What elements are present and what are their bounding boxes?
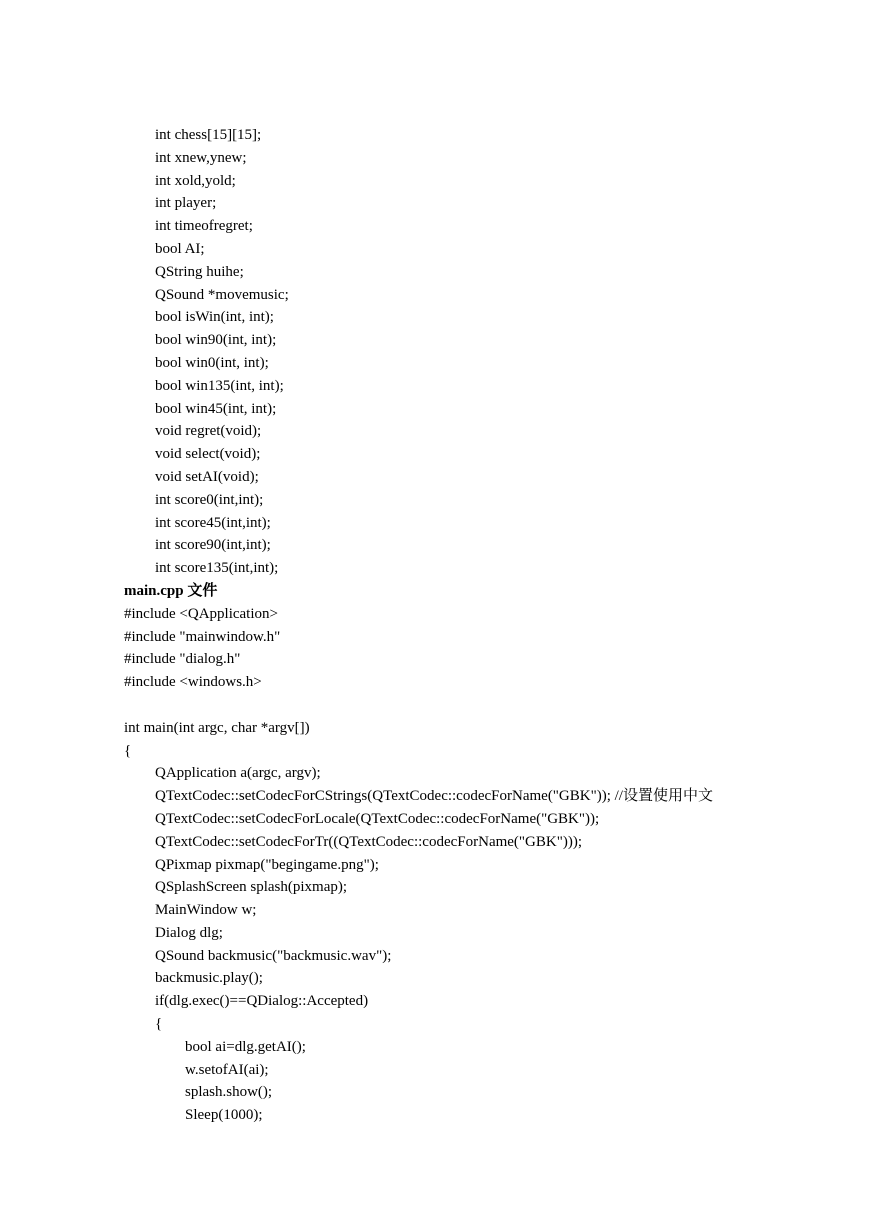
code-line: Dialog dlg; — [155, 924, 223, 941]
code-line: void select(void); — [155, 446, 261, 463]
code-line: QSound backmusic("backmusic.wav"); — [155, 947, 392, 964]
code-line: QApplication a(argc, argv); — [155, 765, 321, 782]
code-line: int chess[15][15]; — [155, 127, 262, 143]
code-line: QSplashScreen splash(pixmap); — [155, 879, 348, 896]
code-line: w.setofAI(ai); — [185, 1061, 269, 1078]
blank-line — [124, 694, 844, 717]
code-line: #include "mainwindow.h" — [124, 628, 281, 645]
code-line: int main(int argc, char *argv[]) — [124, 719, 310, 736]
code-line: void regret(void); — [155, 423, 262, 440]
code-line: bool ai=dlg.getAI(); — [185, 1038, 306, 1055]
code-line: MainWindow w; — [155, 902, 257, 919]
code-line: { — [155, 1016, 163, 1033]
code-line: bool win45(int, int); — [155, 400, 277, 417]
code-line: bool win90(int, int); — [155, 332, 277, 349]
code-line: QString huihe; — [155, 263, 244, 280]
code-line: backmusic.play(); — [155, 970, 263, 987]
code-line: bool win0(int, int); — [155, 354, 269, 371]
code-line: QSound *movemusic; — [155, 286, 289, 303]
code-line: int score0(int,int); — [155, 491, 264, 508]
code-line: int xnew,ynew; — [155, 149, 247, 166]
section-heading: main.cpp 文件 — [124, 582, 218, 599]
code-line: splash.show(); — [185, 1084, 273, 1101]
code-line: bool isWin(int, int); — [155, 309, 274, 326]
code-line: QTextCodec::setCodecForCStrings(QTextCodec::codecForName("GBK")); //设置使用中文 — [155, 788, 713, 805]
code-line: bool win135(int, int); — [155, 377, 284, 394]
code-line: int score45(int,int); — [155, 514, 271, 531]
code-line: QPixmap pixmap("begingame.png"); — [155, 856, 379, 873]
code-line: #include <QApplication> — [124, 605, 278, 622]
code-line: #include <windows.h> — [124, 674, 262, 691]
code-line: int score90(int,int); — [155, 537, 271, 554]
code-line: void setAI(void); — [155, 468, 259, 485]
code-line: #include "dialog.h" — [124, 651, 241, 668]
code-line: { — [124, 742, 132, 759]
code-line: QTextCodec::setCodecForTr((QTextCodec::codecForName("GBK"))); — [155, 833, 582, 850]
code-listing — [124, 124, 844, 1127]
code-line: QTextCodec::setCodecForLocale(QTextCodec::codecForName("GBK")); — [155, 810, 600, 827]
code-line: bool AI; — [155, 240, 205, 257]
code-line: int score135(int,int); — [155, 560, 279, 577]
code-line: int player; — [155, 195, 217, 212]
code-line: int timeofregret; — [155, 218, 253, 235]
code-line: int xold,yold; — [155, 172, 236, 189]
code-line: Sleep(1000); — [185, 1107, 263, 1124]
code-line: if(dlg.exec()==QDialog::Accepted) — [155, 993, 369, 1010]
